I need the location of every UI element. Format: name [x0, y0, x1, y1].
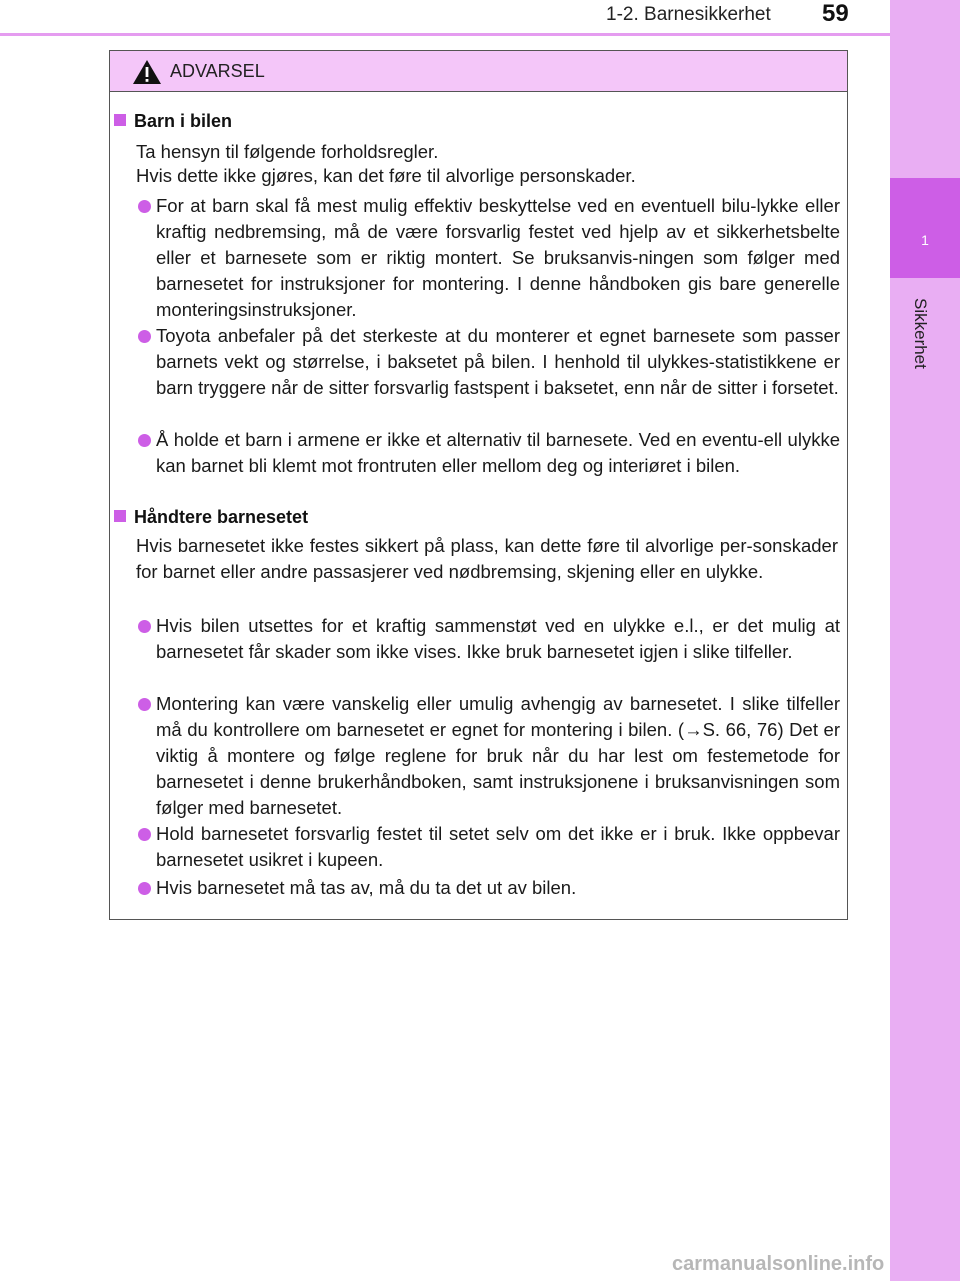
watermark: carmanualsonline.info	[672, 1253, 885, 1275]
header-rule	[0, 33, 890, 36]
chapter-label: Sikkerhet	[911, 298, 930, 369]
bullet-item: Hvis barnesetet må tas av, må du ta det ut av bilen.	[136, 875, 840, 901]
bullet-item: Hold barnesetet forsvarlig festet til setet selv om det ikke er i bruk. Ikke oppbevar barnesetet usikret i kupeen.	[136, 821, 840, 873]
bullet-item: Hvis bilen utsettes for et kraftig sammenstøt ved en ulykke e.l., er det mulig at barnesetet får skader som ikke vises. Ikke bruk barnesetet igjen i slike tilfeller.	[136, 613, 840, 665]
warning-triangle-icon	[132, 59, 162, 85]
bullet-dot-icon	[138, 200, 151, 213]
bullet-item: For at barn skal få mest mulig effektiv beskyttelse ved en eventuell bilu-lykke eller kraftig nedbremsing, må de være forsvarlig festet ved hjelp av et sikkerhetsbelte eller et barnesete som er riktig montert. Se bruksanvis-ningen som følger med barnesetet for instruksjoner for montering. I denne håndboken gis bare generelle monteringsinstruksjoner.	[136, 193, 840, 323]
bullet-dot-icon	[138, 698, 151, 711]
section-marker-icon	[114, 114, 126, 126]
warning-header	[110, 51, 847, 92]
chapter-tab[interactable]	[890, 178, 960, 278]
page-number: 59	[822, 0, 849, 27]
section-marker-icon	[114, 510, 126, 522]
bullet-dot-icon	[138, 828, 151, 841]
section-title: 1-2. Barnesikkerhet	[606, 4, 771, 25]
bullet-item: Montering kan være vanskelig eller umulig avhengig av barnesetet. I slike tilfeller må du kontrollere om barnesetet er egnet for montering i bilen. (→S. 66, 76) Det er viktig å montere og følge reglene for bruk når du har lest om festemetode for barnesetet i denne brukerhåndboken, samt instruksjonene i bruksanvisningen som følger med barnesetet.	[136, 691, 840, 821]
intro-line: Hvis dette ikke gjøres, kan det føre til alvorlige personskader.	[136, 165, 636, 186]
section-heading-handtere-barnesetet: Håndtere barnesetet	[114, 507, 308, 528]
warning-box	[109, 50, 848, 920]
bullet-dot-icon	[138, 330, 151, 343]
bullet-item: Å holde et barn i armene er ikke et alternativ til barnesete. Ved en eventu-ell ulykke kan barnet bli klemt mot frontruten eller mellom deg og interiøret i bilen.	[136, 427, 840, 479]
bullet-item: Toyota anbefaler på det sterkeste at du monterer et egnet barnesete som passer barnets vekt og størrelse, i baksetet på bilen. I henhold til ulykkes-statistikkene er barn tryggere når de sitter forsvarlig fastspent i baksetet, enn når de sitter i forsetet.	[136, 323, 840, 401]
section-heading-barn-i-bilen: Barn i bilen	[114, 111, 232, 132]
chapter-number: 1	[921, 232, 929, 248]
warning-title: ADVARSEL	[170, 61, 265, 81]
intro-line: Ta hensyn til følgende forholdsregler.	[136, 141, 439, 162]
bullet-dot-icon	[138, 620, 151, 633]
intro-paragraph: Hvis barnesetet ikke festes sikkert på plass, kan dette føre til alvorlige per-sonskader for barnet eller andre passasjerer ved nødbremsing, skjening eller en ulykke.	[136, 535, 838, 582]
bullet-dot-icon	[138, 434, 151, 447]
bullet-dot-icon	[138, 882, 151, 895]
